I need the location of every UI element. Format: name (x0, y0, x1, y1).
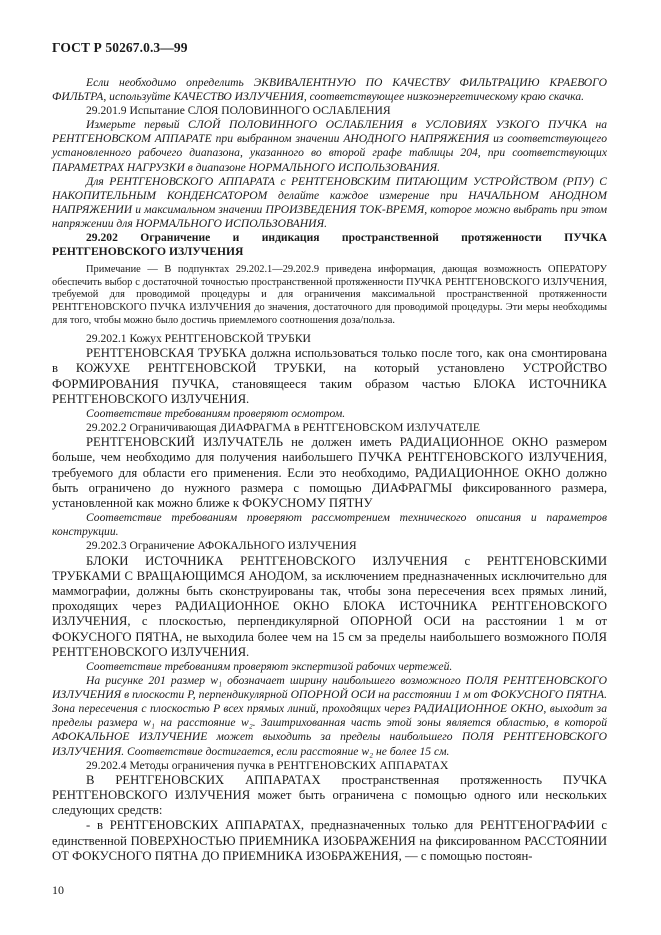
clause-29-201-9-heading: 29.201.9 Испытание СЛОЯ ПОЛОВИННОГО ОСЛАБЛЕНИЯ (86, 104, 391, 118)
paragraph-figure-201: На рисунке 201 размер w₁ обозначает ширину наибольшего возможного ПОЛЯ РЕНТГЕНОВСКОГО ИЗЛУЧЕНИЯ в плоскости P, перпендикулярной ОПОРНОЙ ОСИ на расстоянии 1 м от ФОКУСНОГО ПЯТНА. Зона пересечения с плоскостью P всех прямых линий, проходящих через РАДИАЦИОННОЕ ОКНО, выходит за пределы размера w₁ на расстояние w₂. Заштрихованная часть этой зоны является областью, в которой АФОКАЛЬНОЕ ИЗЛУЧЕНИЕ может выходить за пределы наибольшего ПОЛЯ РЕНТГЕНОВСКОГО ИЗЛУЧЕНИЯ. Соответствие достигается, если расстояние w₂ не более 15 см. (52, 674, 607, 758)
paragraph-tube-housing: РЕНТГЕНОВСКАЯ ТРУБКА должна использоваться только после того, как она смонтирована в КОЖУХЕ РЕНТГЕНОВСКОЙ ТРУБКИ, на который установлено УСТРОЙСТВО ФОРМИРОВАНИЯ ПУЧКА, становящееся таким образом частью БЛОКА ИСТОЧНИКА РЕНТГЕНОВСКОГО ИЗЛУЧЕНИЯ. (52, 346, 607, 406)
compliance-technical-description: Соответствие требованиям проверяют рассмотрением технического описания и параметров конструкции. (52, 511, 607, 539)
paragraph-rotating-anode: БЛОКИ ИСТОЧНИКА РЕНТГЕНОВСКОГО ИЗЛУЧЕНИЯ с РЕНТГЕНОВСКИМИ ТРУБКАМИ С ВРАЩАЮЩИМСЯ АНОДОМ, за исключением предназначенных исключительно для маммографии, должны быть сконструированы так, чтобы зона пересечения всех прямых линий, проходящих через РАДИАЦИОННОЕ ОКНО БЛОКА ИСТОЧНИКА РЕНТГЕНОВСКОГО ИЗЛУЧЕНИЯ, с плоскостью, перпендикулярной ОПОРНОЙ ОСИ на расстоянии 1 м от ФОКУСНОГО ПЯТНА, не выходила более чем на 15 см за пределы наибольшего возможного ПОЛЯ РЕНТГЕНОВСКОГО ИЗЛУЧЕНИЯ. (52, 553, 607, 659)
clause-29-202-4-heading: 29.202.4 Методы ограничения пучка в РЕНТГЕНОВСКИХ АППАРАТАХ (86, 758, 449, 772)
clause-29-202-heading: 29.202 Ограничение и индикация пространственной протяженности ПУЧКА РЕНТГЕНОВСКОГО ИЗЛУЧЕНИЯ (52, 231, 607, 259)
note-paragraph: Примечание — В подпунктах 29.202.1—29.202.9 приведена информация, дающая возможность ОПЕРАТОРУ обеспечить выбор с достаточной точностью пространственной протяженности ПУЧКА РЕНТГЕНОВСКОГО ИЗЛУЧЕНИЯ, требуемой для проводимой процедуры и для ограничения максимальной пространственной протяженности РЕНТГЕНОВСКОГО ПУЧКА ИЗЛУЧЕНИЯ до значения, достаточного для проводимой процедуры. Эти меры необходимы для того, чтобы можно было достичь приемлемого соотношения доза/польза. (52, 264, 607, 326)
clause-29-202-3-heading: 29.202.3 Ограничение АФОКАЛЬНОГО ИЗЛУЧЕНИЯ (86, 539, 357, 553)
paragraph-radiation-window: РЕНТГЕНОВСКИЙ ИЗЛУЧАТЕЛЬ не должен иметь РАДИАЦИОННОЕ ОКНО размером больше, чем необходимо для получения наибольшего ПУЧКА РЕНТГЕНОВСКОГО ИЗЛУЧЕНИЯ, требуемого для области его применения. Если это необходимо, РАДИАЦИОННОЕ ОКНО должно быть ограничено до нужного размера с помощью ДИАФРАГМЫ фиксированного размера, установленной как можно ближе к ФОКУСНОМУ ПЯТНУ (52, 435, 607, 511)
page-body (52, 76, 607, 864)
paragraph-hvl-measure: Измерьте первый СЛОЙ ПОЛОВИННОГО ОСЛАБЛЕНИЯ в УСЛОВИЯХ УЗКОГО ПУЧКА на РЕНТГЕНОВСКОМ АППАРАТЕ при выбранном значении АНОДНОГО НАПРЯЖЕНИЯ из соответствующего установленного рабочего диапазона, указанного во второй графе таблицы 204, при соответствующих ПАРАМЕТРАХ НАГРУЗКИ в диапазоне НОРМАЛЬНОГО ИСПОЛЬЗОВАНИЯ. (52, 118, 607, 174)
clause-29-202-1-heading: 29.202.1 Кожух РЕНТГЕНОВСКОЙ ТРУБКИ (86, 332, 311, 346)
page-number: 10 (52, 883, 64, 897)
paragraph-capacitor-generator: Для РЕНТГЕНОВСКОГО АППАРАТА с РЕНТГЕНОВСКИМ ПИТАЮЩИМ УСТРОЙСТВОМ (РПУ) С НАКОПИТЕЛЬНЫМ КОНДЕНСАТОРОМ делайте каждое измерение при НАЧАЛЬНОМ АНОДНОМ НАПРЯЖЕНИИ и максимальном значении ПРОИЗВЕДЕНИЯ ТОК-ВРЕМЯ, которое можно выбрать при этом напряжении для НОРМАЛЬНОГО ИСПОЛЬЗОВАНИЯ. (52, 174, 607, 230)
compliance-drawings: Соответствие требованиям проверяют экспертизой рабочих чертежей. (86, 660, 453, 673)
paragraph-edge-filter: Если необходимо определить ЭКВИВАЛЕНТНУЮ ПО КАЧЕСТВУ ФИЛЬТРАЦИЮ КРАЕВОГО ФИЛЬТРА, используйте КАЧЕСТВО ИЗЛУЧЕНИЯ, соответствующее низкоэнергетическому краю скачка. (52, 76, 607, 104)
compliance-inspection: Соответствие требованиям проверяют осмотром. (86, 407, 346, 421)
clause-29-202-2-heading: 29.202.2 Ограничивающая ДИАФРАГМА в РЕНТГЕНОВСКОМ ИЗЛУЧАТЕЛЕ (86, 421, 480, 435)
paragraph-beam-limiting-methods: В РЕНТГЕНОВСКИХ АППАРАТАХ пространственная протяженность ПУЧКА РЕНТГЕНОВСКОГО ИЗЛУЧЕНИЯ может быть ограничена с помощью одного или нескольких следующих средств: (52, 772, 607, 818)
document-header: ГОСТ Р 50267.0.3—99 (52, 40, 188, 55)
list-item-radiography: - в РЕНТГЕНОВСКИХ АППАРАТАХ, предназначенных только для РЕНТГЕНОГРАФИИ с единственной ПОВЕРХНОСТЬЮ ПРИЕМНИКА ИЗОБРАЖЕНИЯ на фиксированном РАССТОЯНИИ ОТ ФОКУСНОГО ПЯТНА ДО ПРИЕМНИКА ИЗОБРАЖЕНИЯ, — с помощью постоян- (52, 818, 607, 863)
